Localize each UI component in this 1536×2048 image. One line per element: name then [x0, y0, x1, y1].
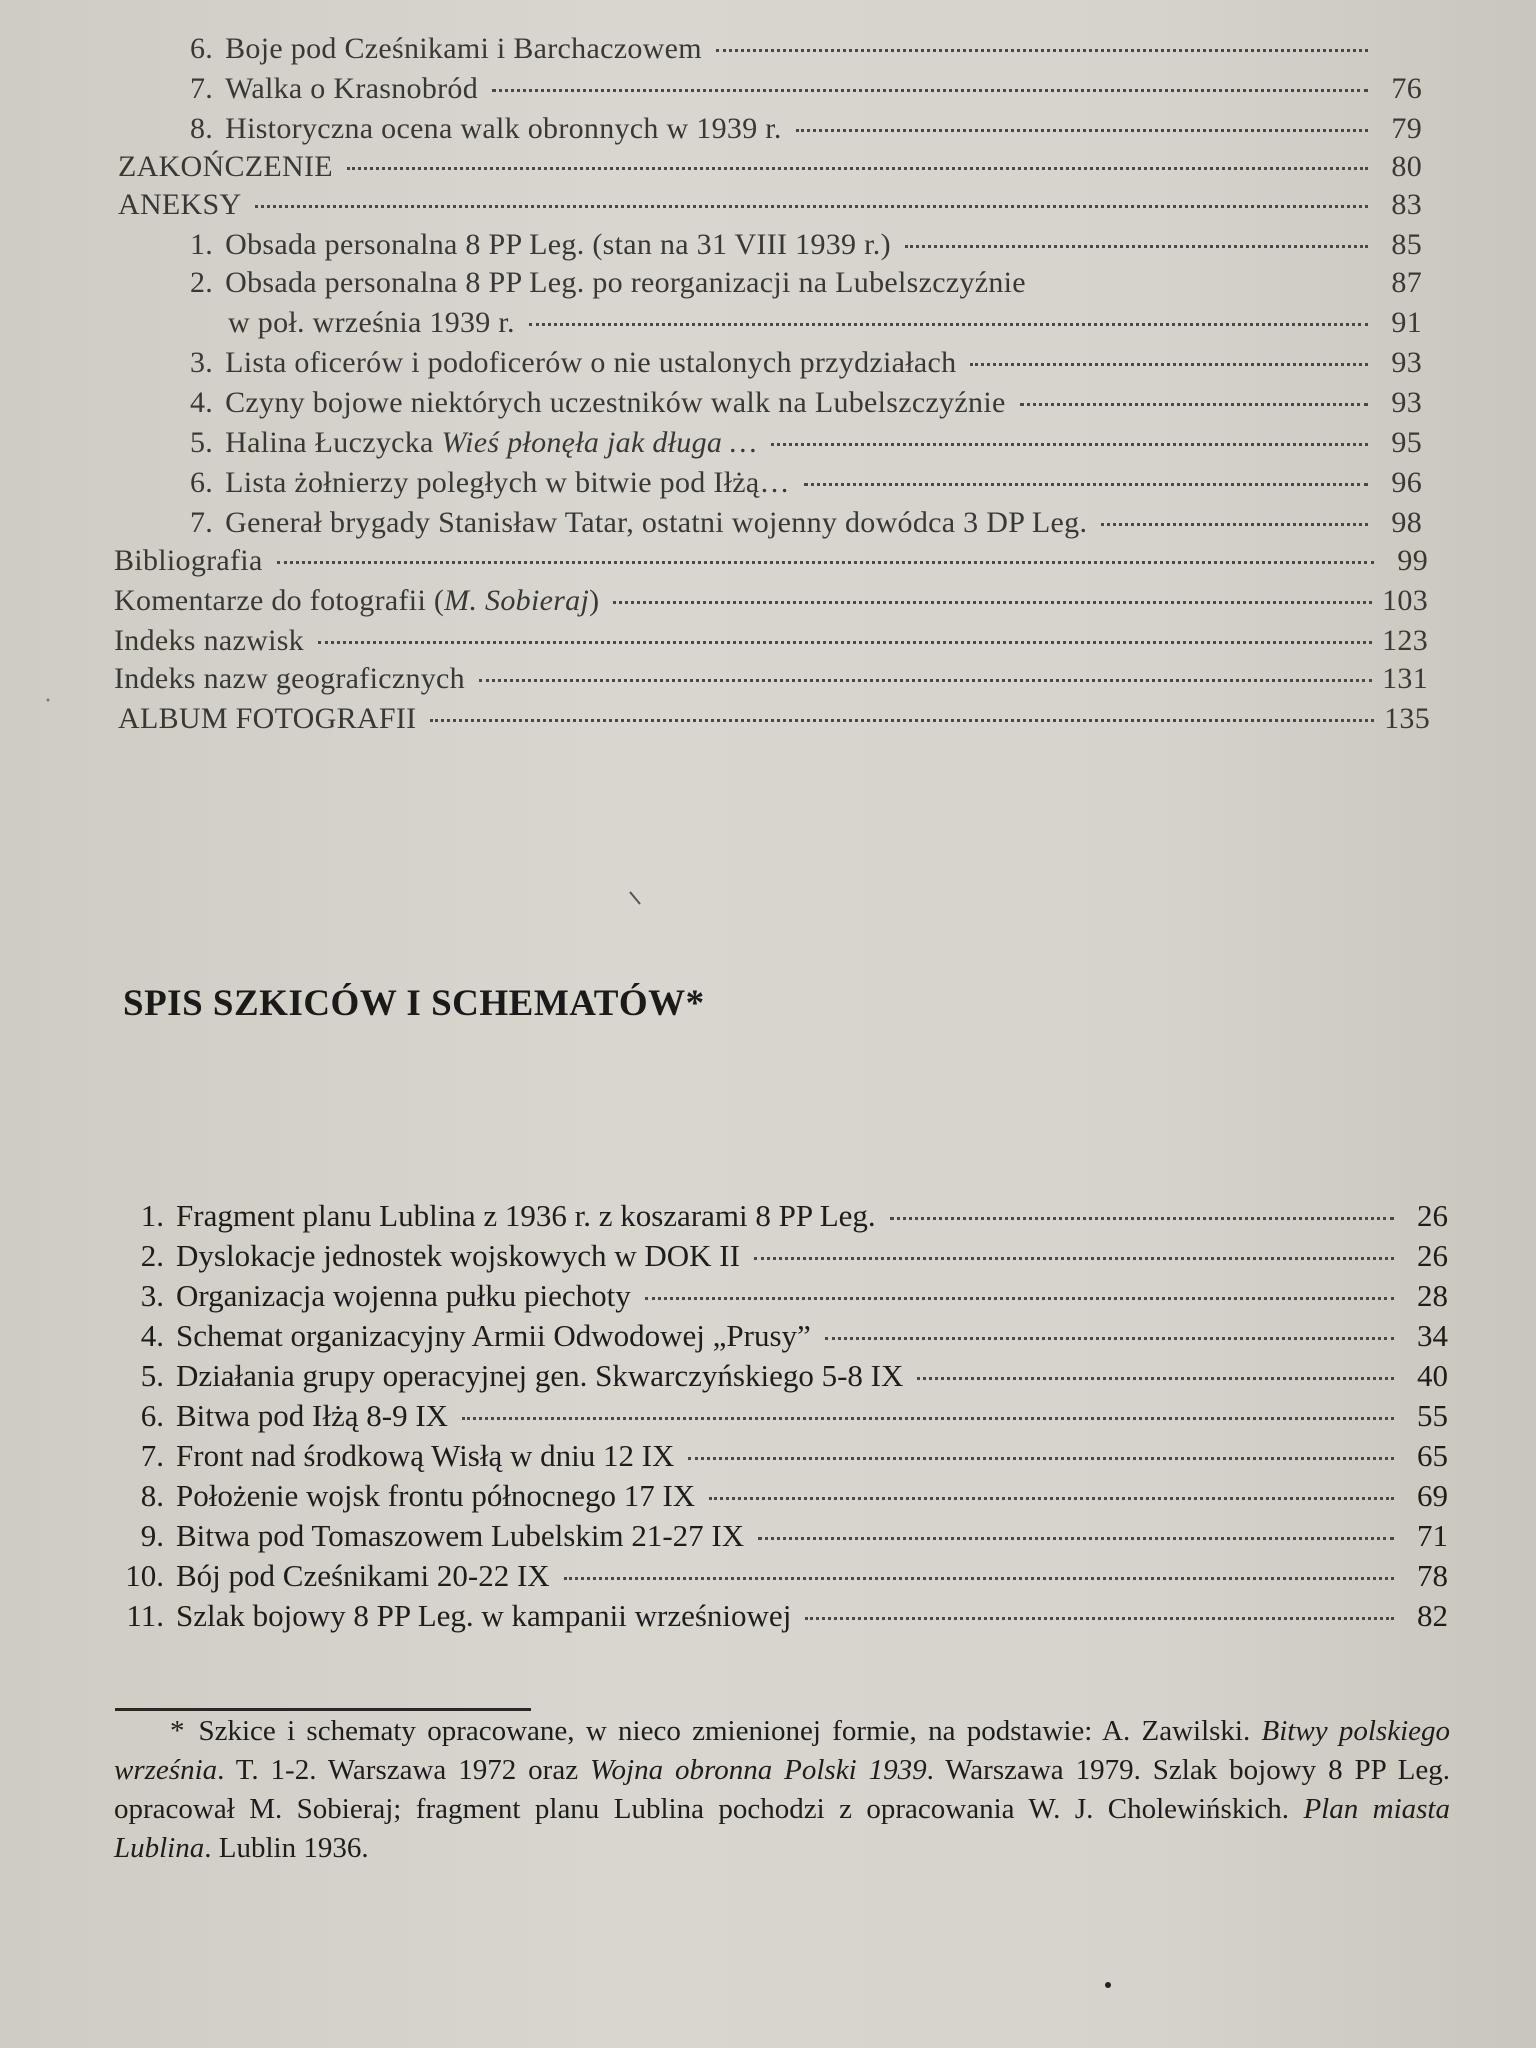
sketch-page: 26: [1417, 1238, 1448, 1273]
toc-entry-number: 3.: [190, 346, 214, 379]
sketch-title: Dyslokacje jednostek wojskowych w DOK II: [176, 1238, 740, 1273]
sketch-title: Bitwa pod Tomaszowem Lubelskim 21-27 IX: [176, 1518, 745, 1553]
sketch-number: 7.: [140, 1438, 164, 1473]
toc-entry-page: 83: [1391, 188, 1422, 221]
sketch-page: 40: [1417, 1358, 1448, 1393]
sketch-page: 34: [1417, 1318, 1448, 1353]
toc-entry-title: Bibliografia: [114, 544, 263, 577]
sketch-page: 55: [1417, 1398, 1448, 1433]
toc-entry-title: Indeks nazw geograficznych: [114, 662, 465, 695]
toc-entry-page: 103: [1382, 584, 1428, 617]
sketch-title: Bitwa pod Iłżą 8-9 IX: [176, 1398, 449, 1433]
sketch-title: Organizacja wojenna pułku piechoty: [176, 1278, 631, 1313]
toc-entry-title: ANEKSY: [118, 188, 242, 221]
toc-entry-page: 96: [1391, 466, 1422, 499]
sketch-page: 69: [1417, 1478, 1448, 1513]
toc-entry-title: Obsada personalna 8 PP Leg. po reorganizacji na Lubelszczyźnie: [225, 266, 1026, 299]
toc-entry-page: 80: [1391, 150, 1422, 183]
italic-author: M. Sobieraj: [444, 584, 590, 617]
sketch-number: 10.: [125, 1558, 164, 1593]
sketch-number: 8.: [140, 1478, 164, 1513]
sketch-page: 28: [1417, 1278, 1448, 1313]
sketch-page: 26: [1417, 1198, 1448, 1233]
toc-entry-title: Indeks nazwisk: [114, 624, 304, 657]
toc-entry-number: 7.: [190, 72, 214, 105]
toc-entry-page: 95: [1391, 426, 1422, 459]
toc-entry-page: 91: [1391, 306, 1422, 339]
cited-title: Plan miasta Lublina: [114, 1793, 1450, 1864]
sketch-number: 9.: [140, 1518, 164, 1553]
cited-title: Bitwy polskiego września: [114, 1715, 1450, 1786]
toc-entry-page: 79: [1391, 112, 1422, 145]
toc-entry-page: 93: [1391, 346, 1422, 379]
toc-entry-page: 76: [1391, 72, 1422, 105]
toc-entry-page: 85: [1391, 228, 1422, 261]
sketch-number: 6.: [140, 1398, 164, 1433]
toc-entry-number: 6.: [190, 466, 214, 499]
sketch-title: Bój pod Cześnikami 20-22 IX: [176, 1558, 550, 1593]
toc-entry-number: 8.: [190, 112, 214, 145]
toc-entry-number: 6.: [190, 32, 214, 65]
italic-title: Wieś płonęła jak długa …: [441, 426, 757, 459]
cited-title: Wojna obronna Polski 1939: [590, 1754, 927, 1786]
section-heading: SPIS SZKICÓW I SCHEMATÓW*: [123, 983, 705, 1024]
sketch-number: 4.: [140, 1318, 164, 1353]
footnote-marker: *: [170, 1715, 185, 1747]
sketch-title: Front nad środkową Wisłą w dniu 12 IX: [176, 1438, 675, 1473]
toc-entry-title: Boje pod Cześnikami i Barchaczowem: [225, 32, 702, 65]
toc-entry-title: Czyny bojowe niektórych uczestników walk na Lubelszczyźnie: [225, 386, 1006, 419]
sketch-title: Fragment planu Lublina z 1936 r. z koszarami 8 PP Leg.: [176, 1198, 876, 1233]
toc-entry-page: 98: [1391, 506, 1422, 539]
sketch-number: 5.: [140, 1358, 164, 1393]
speck: [630, 892, 640, 904]
toc-entry-number: 7.: [190, 506, 214, 539]
toc-entry-title: Walka o Krasnobród: [225, 72, 479, 105]
sketch-page: 82: [1417, 1598, 1448, 1633]
toc-entry-page: 123: [1382, 624, 1428, 657]
sketch-page: 65: [1417, 1438, 1448, 1473]
sketch-number: 11.: [126, 1598, 164, 1633]
toc-entry-number: 1.: [190, 228, 214, 261]
speck: [1105, 1982, 1111, 1988]
toc-entry-number: 2.: [190, 266, 214, 299]
sketch-number: 1.: [140, 1198, 164, 1233]
footnote-text: * Szkice i schematy opracowane, w nieco zmienionej formie, na podstawie: A. Zawilski. Bitwy polskiego września. T. 1-2. Warszawa 1972 oraz Wojna obronna Polski 1939. Warszawa 1979. Szlak bojowy 8 PP Leg. opracował M. Sobieraj; fragment planu Lublina pochodzi z opracowania W. J. Cholewińskich. Plan miasta Lublina. Lublin 1936.: [114, 1712, 1450, 1868]
toc-entry-title: Historyczna ocena walk obronnych w 1939 r.: [225, 112, 782, 145]
toc-entry-title: Obsada personalna 8 PP Leg. (stan na 31 VIII 1939 r.): [225, 228, 891, 261]
toc-entry-page: 135: [1384, 702, 1430, 735]
speck: [47, 699, 50, 702]
toc-entry-title: ZAKOŃCZENIE: [118, 150, 333, 183]
sketch-title: Schemat organizacyjny Armii Odwodowej „Prusy”: [176, 1318, 811, 1353]
toc-entry-title-line2: w poł. września 1939 r.: [228, 306, 515, 339]
sketch-title: Położenie wojsk frontu północnego 17 IX: [176, 1478, 696, 1513]
sketch-page: 71: [1417, 1518, 1448, 1553]
sketch-title: Szlak bojowy 8 PP Leg. w kampanii wrześniowej: [176, 1598, 792, 1633]
toc-entry-number: 4.: [190, 386, 214, 419]
sketch-number: 3.: [140, 1278, 164, 1313]
toc-entry-title: Halina Łuczycka Wieś płonęła jak długa …: [225, 426, 757, 459]
toc-entry-page: 99: [1397, 544, 1428, 577]
toc-entry-title: Lista żołnierzy poległych w bitwie pod Iłżą…: [225, 466, 790, 499]
toc-entry-page: 87: [1391, 266, 1422, 299]
toc-entry-title: Lista oficerów i podoficerów o nie ustalonych przydziałach: [225, 346, 957, 379]
toc-entry-page: 93: [1391, 386, 1422, 419]
sketch-title: Działania grupy operacyjnej gen. Skwarczyńskiego 5-8 IX: [176, 1358, 904, 1393]
sketch-page: 78: [1417, 1558, 1448, 1593]
sketch-number: 2.: [140, 1238, 164, 1273]
toc-entry-title: ALBUM FOTOGRAFII: [118, 702, 417, 735]
toc-entry-page: 131: [1382, 662, 1428, 695]
toc-entry-number: 5.: [190, 426, 214, 459]
toc-entry-title: Generał brygady Stanisław Tatar, ostatni wojenny dowódca 3 DP Leg.: [225, 506, 1088, 539]
toc-entry-title: Komentarze do fotografii (M. Sobieraj): [114, 584, 600, 617]
